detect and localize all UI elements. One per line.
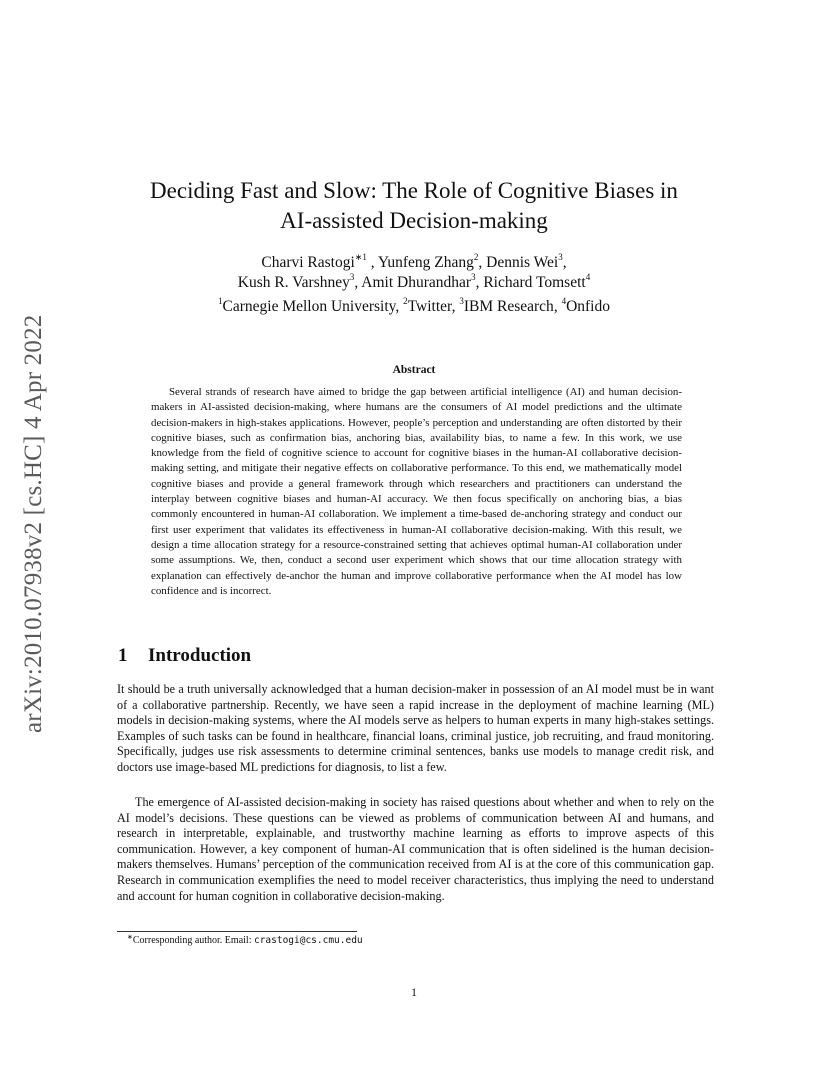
affiliation-name: Twitter (407, 298, 452, 315)
title-line-2: AI-assisted Decision-making (280, 208, 548, 233)
section-title: Introduction (148, 645, 252, 666)
footnote-text: Corresponding author. Email: (132, 935, 254, 946)
footnote-mark: ∗ (127, 933, 133, 941)
abstract-heading: Abstract (392, 364, 436, 376)
intro-paragraph-2: The emergence of AI-assisted decision-making in society has raised questions about whether and when to rely on the AI model’s decisions. These questions can be viewed as problems of communication between AI and humans, and research in interpretable, explainable, and trustworthy machine learning as efforts to improve aspects of this communication. However, a key component of human-AI communication that is often sidelined is the human decision-makers themselves. Humans’ perception of the communication received from AI is at the core of this communication gap. Research in communication exemplifies the need to model receiver characteristics, thus implying the need to understand and account for human cognition in collaborative decision-making. (117, 795, 714, 903)
affiliation-mark: 1 (218, 296, 223, 306)
section-heading-introduction (118, 645, 251, 667)
arxiv-identifier-stamp: arXiv:2010.07938v2 [cs.HC] 4 Apr 2022 (20, 314, 47, 733)
intro-paragraph-1: It should be a truth universally acknowledged that a human decision-maker in possession of an AI model must be in want of a collaborative partnership. Recently, we have seen a rapid increase in the deployment of machine learning (ML) models in decision-making systems, where the AI models serve as helpers to human experts in many high-stakes settings. Examples of such tasks can be found in healthcare, financial loans, criminal justice, job recruiting, and fraud monitoring. Specifically, judges use risk assessments to determine criminal sentences, banks use models to manage credit risk, and doctors use image-based ML predictions for diagnosis, to list a few. (117, 682, 714, 774)
section-number: 1 (118, 645, 128, 666)
affiliation-mark: 4 (561, 296, 567, 306)
affiliation-list: $^1$Carnegie Mellon University, $^2$Twitter, $^3$IBM Research, $^4$Onfido (218, 296, 610, 315)
author-mark: 3 (558, 252, 563, 262)
author-name: Charvi Rastogi (261, 254, 355, 271)
author-name: Amit Dhurandhar (361, 274, 472, 291)
author-name: Yunfeng Zhang (377, 254, 474, 271)
author-list: Charvi Rastogi$^{∗1}$ , Yunfeng Zhang$^2$, Dennis Wei$^3$, Kush R. Varshney$^3$, Amit Dhurandhar$^3$, Richard Tomsett$^4$ (237, 252, 591, 291)
author-mark: 3 (349, 272, 355, 282)
affiliation-name: IBM Research (463, 298, 554, 315)
author-mark: 3 (471, 272, 476, 282)
title-line-1: Deciding Fast and Slow: The Role of Cognitive Biases in (150, 178, 678, 203)
author-name: Richard Tomsett (483, 274, 586, 291)
affiliation-name: Onfido (566, 298, 610, 315)
author-mark: ∗1 (354, 252, 367, 262)
paper-title (0, 176, 828, 236)
footnote-email-link[interactable]: crastogi@cs.cmu.edu (253, 935, 363, 946)
affiliation-mark: 2 (403, 296, 408, 306)
author-mark: 2 (473, 252, 479, 262)
abstract-text: Several strands of research have aimed to bridge the gap between artificial intelligence (AI) and human decision-makers in AI-assisted decision-making, where humans are the consumers of AI model predictions and the ultimate decision-makers in high-stakes applications. However, people’s perception and understanding are often distorted by their cognitive biases, such as confirmation bias, anchoring bias, availability bias, to name a few. In this work, we use knowledge from the field of cognitive science to account for cognitive biases in the human-AI collaborative decision-making setting, and mitigate their negative effects on collaborative performance. To this end, we mathematically model cognitive biases and provide a general framework through which researchers and practitioners can understand the interplay between cognitive biases and human-AI accuracy. We then focus specifically on anchoring bias, a bias commonly encountered in human-AI collaboration. We implement a time-based de-anchoring strategy and conduct our first user experiment that validates its effectiveness in human-AI collaborative decision-making. With this result, we design a time allocation strategy for a resource-constrained setting that achieves optimal human-AI collaboration under some assumptions. We, then, conduct a second user experiment which shows that our time allocation strategy with explanation can effectively de-anchor the human and improve collaborative performance when the AI model has low confidence and is incorrect. (151, 386, 682, 597)
page-number: 1 (411, 985, 417, 999)
affiliation-mark: 3 (459, 296, 464, 306)
author-name: Kush R. Varshney (237, 274, 350, 291)
author-mark: 4 (585, 272, 591, 282)
affiliation-name: Carnegie Mellon University (222, 298, 396, 315)
footnote (117, 934, 363, 948)
footnote-divider (117, 931, 357, 932)
author-name: Dennis Wei (486, 254, 559, 271)
